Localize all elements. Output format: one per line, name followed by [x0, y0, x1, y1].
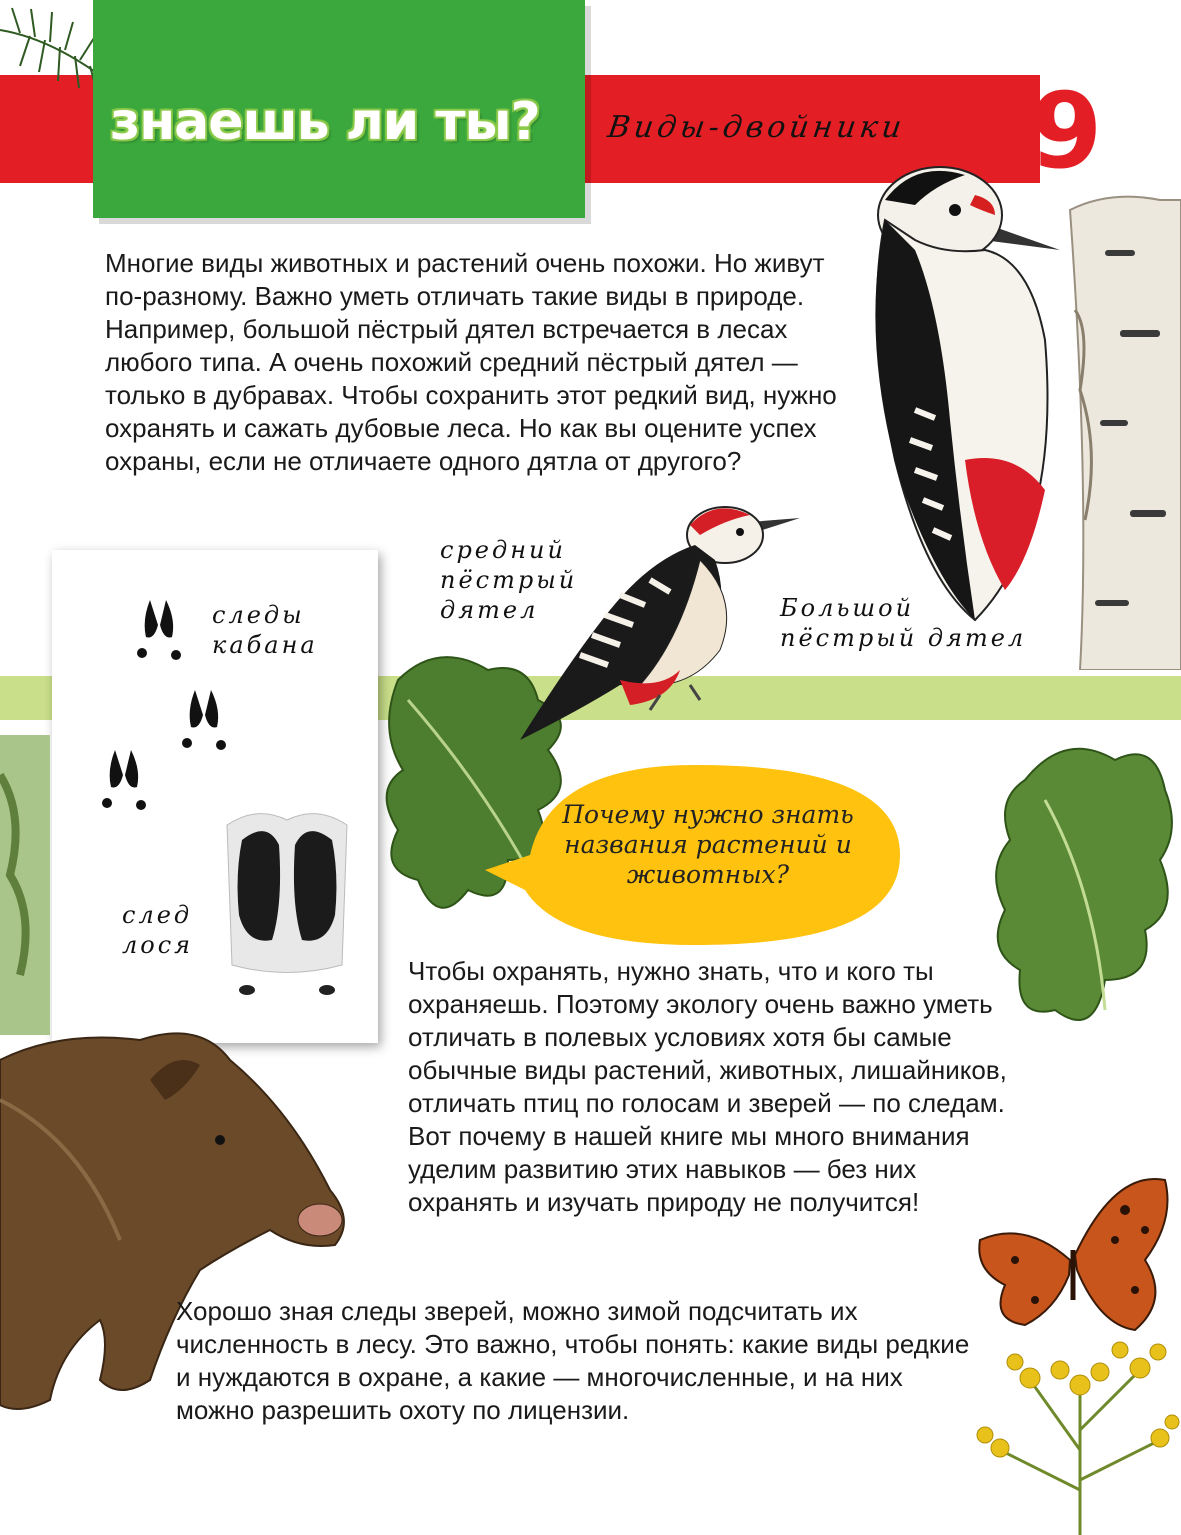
- boar-track-icon: [177, 685, 237, 755]
- bottom-paragraph: Хорошо зная следы зверей, можно зимой подсчитать их численность в лесу. Это важно, чтобы понять: какие виды редкие и нуждаются в охране, а какие — многочисленные, и на них можно разрешить охоту по лицензии.: [176, 1296, 970, 1425]
- moose-track-icon: [217, 805, 357, 1005]
- page-title: знаешь ли ты?: [110, 92, 540, 152]
- animal-tracks-card: [52, 550, 378, 1043]
- bubble-question: Почему нужно знать названия растений и животных?: [562, 800, 854, 889]
- boar-track-icon: [132, 595, 192, 665]
- label-moose-track: след лося: [122, 901, 194, 959]
- intro-paragraph: Многие виды животных и растений очень похожи. Но живут по-разному. Важно уметь отличать такие виды в природе. Например, большой пёстрый дятел встречается в лесах любого типа. А очень похожий средний пёстрый дятел — только в дубравах. Чтобы сохранить этот редкий вид, нужно охранять и сажать дубовые леса. Но как вы оцените успех охраны, если не отличаете одного дятла от другого?: [105, 248, 837, 476]
- great-spotted-woodpecker-icon: [855, 160, 1075, 630]
- label-great-woodpecker: Большой пёстрый дятел: [780, 594, 1027, 652]
- label-boar-tracks: следы кабана: [212, 601, 318, 659]
- middle-paragraph: Чтобы охранять, нужно знать, что и кого ты охраняешь. Поэтому экологу очень важно уметь отличать в полевых условиях хотя бы самые обычные виды растений, животных, лишайников, отличать птиц по голосам и зверей — по следам. Вот почему в нашей книге мы много внимания уделим развитию этих навыков — без них охранять и изучать природу не получится!: [408, 956, 1007, 1217]
- boar-track-icon: [97, 745, 157, 815]
- page-subtitle: Виды-двойники: [605, 110, 908, 145]
- page-number: 9: [1030, 70, 1103, 192]
- forest-background: [0, 735, 50, 1035]
- tansy-flowers-icon: [960, 1290, 1181, 1535]
- oak-leaf-icon: [985, 720, 1181, 1060]
- label-middle-woodpecker: средний пёстрый дятел: [440, 536, 578, 624]
